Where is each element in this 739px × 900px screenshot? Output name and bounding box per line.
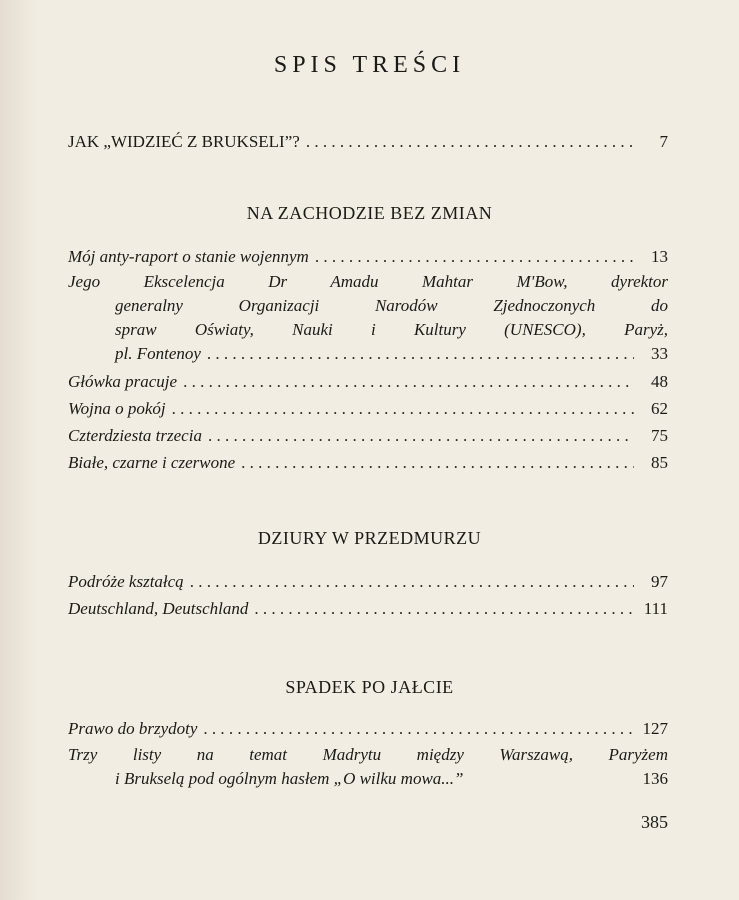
toc-entry-page: 111 [643, 599, 668, 618]
toc-entry-line: Trzy listy na temat Madrytu między Warszawą, Paryżem [68, 745, 668, 764]
dot-leader [190, 570, 634, 594]
toc-entry-page: 75 [651, 426, 668, 445]
dot-leader [183, 370, 634, 394]
toc-entry-page: 85 [651, 453, 668, 472]
toc-entry-page: 136 [642, 769, 668, 788]
dot-leader [315, 245, 634, 269]
toc-entry-title: pl. Fontenoy [115, 344, 201, 363]
dot-leader [306, 130, 634, 154]
toc-entry [68, 570, 668, 594]
section-heading: SPADEK PO JAŁCIE [285, 677, 454, 697]
toc-entry-title: Podróże kształcą [68, 572, 184, 591]
section-heading: DZIURY W PRZEDMURZU [257, 528, 482, 548]
toc-entry [68, 717, 668, 741]
toc-entry-page: 33 [651, 344, 668, 363]
section-heading: NA ZACHODZIE BEZ ZMIAN [246, 203, 493, 223]
toc-entry [68, 597, 668, 621]
dot-leader [207, 342, 634, 366]
page-title: SPIS TREŚCI [273, 52, 466, 78]
toc-entry-last-line [115, 767, 668, 791]
toc-entry-title: i Brukselą pod ogólnym hasłem „O wilku mowa...” [115, 769, 464, 788]
toc-entry [68, 424, 668, 448]
toc-entry-title: Czterdziesta trzecia [68, 426, 202, 445]
toc-entry-page: 13 [651, 247, 668, 266]
toc-entry-page: 97 [651, 572, 668, 591]
toc-entry-page: 127 [642, 719, 668, 738]
dot-leader [254, 597, 634, 621]
toc-entry [68, 370, 668, 394]
toc-entry-multiline [68, 270, 668, 342]
toc-entry-last-line [115, 342, 668, 366]
dot-leader [208, 424, 634, 448]
toc-entry-intro [68, 130, 668, 154]
toc-entry-page: 48 [651, 372, 668, 391]
toc-entry-title: Wojna o pokój [68, 399, 166, 418]
toc-entry-title: JAK „WIDZIEĆ Z BRUKSELI”? [68, 132, 300, 151]
toc-entry-multiline [68, 743, 668, 767]
dot-leader [241, 451, 634, 475]
toc-entry-title: Mój anty-raport o stanie wojennym [68, 247, 309, 266]
toc-entry-page: 7 [659, 132, 668, 151]
page-number: 385 [641, 812, 668, 832]
toc-entry-title: Prawo do brzydoty [68, 719, 198, 738]
toc-entry-line: Jego Ekscelencja Dr Amadu Mahtar M'Bow, dyrektor [68, 272, 668, 291]
toc-entry-title: Białe, czarne i czerwone [68, 453, 236, 472]
toc-entry-line: generalny Organizacji Narodów Zjednoczonych do [115, 296, 668, 315]
toc-entry-page: 62 [651, 399, 668, 418]
dot-leader [203, 717, 634, 741]
toc-entry [68, 397, 668, 421]
toc-entry-title: Deutschland, Deutschland [68, 599, 249, 618]
toc-entry-line: spraw Oświaty, Nauki i Kultury (UNESCO), Paryż, [115, 320, 668, 339]
toc-entry [68, 245, 668, 269]
dot-leader [172, 397, 634, 421]
toc-entry-title: Główka pracuje [68, 372, 178, 391]
page-gutter-shadow [0, 0, 38, 900]
toc-entry [68, 451, 668, 475]
